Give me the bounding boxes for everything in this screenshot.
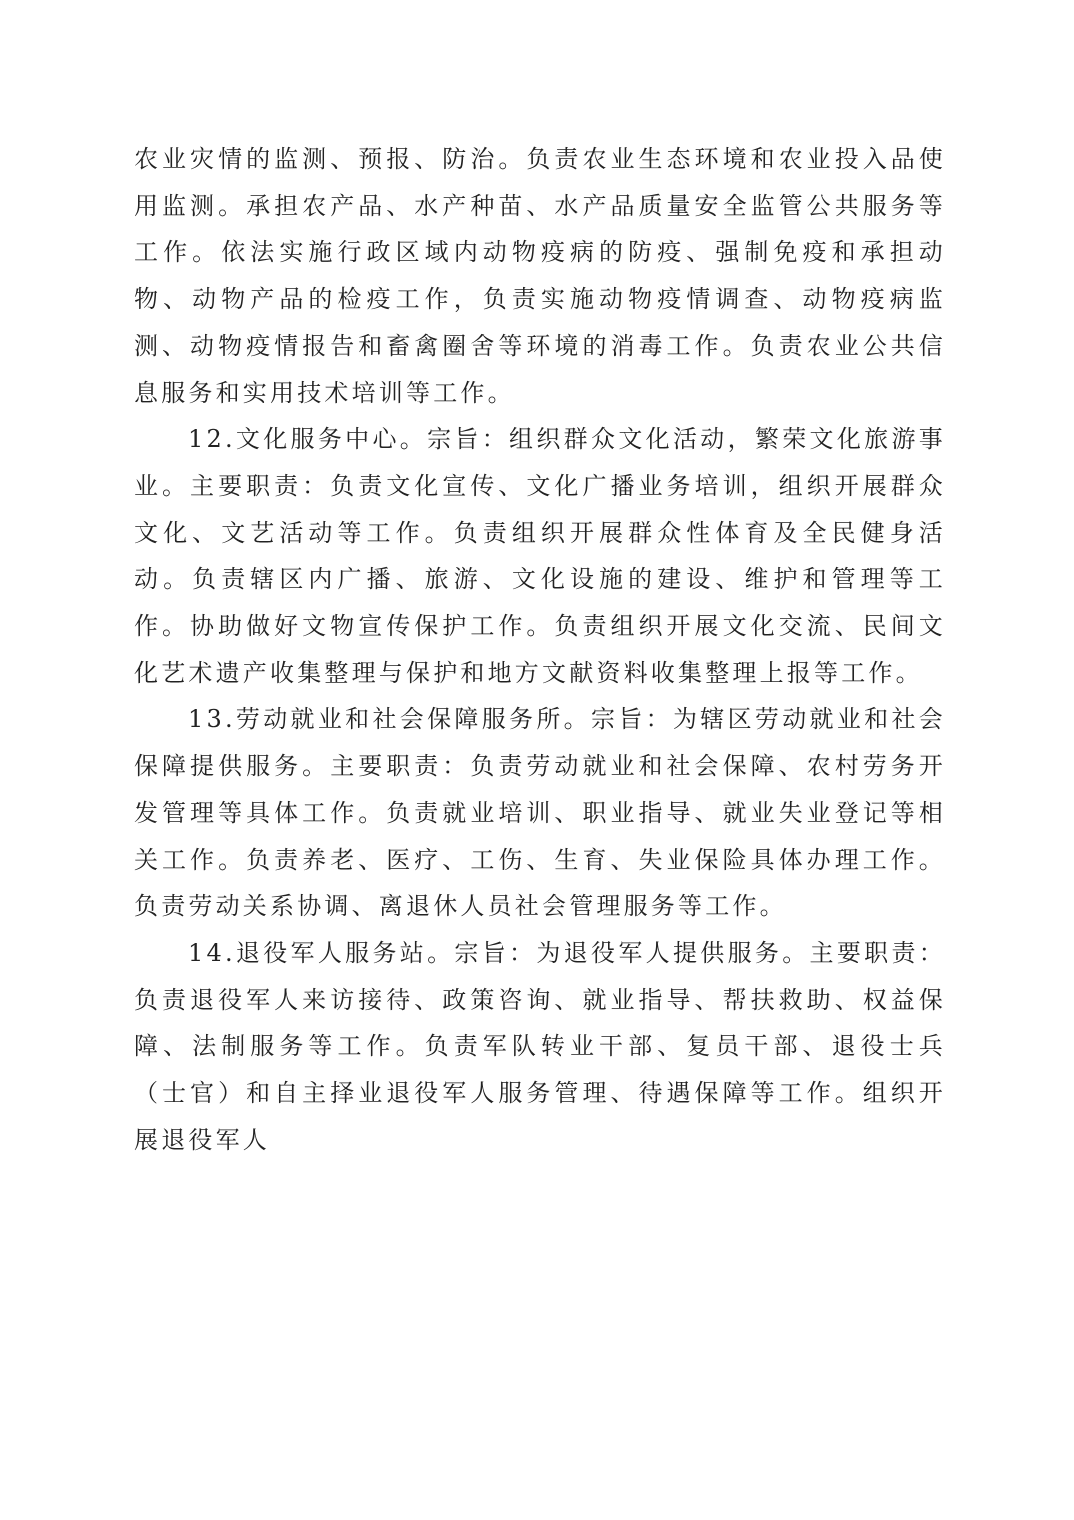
body-text [134, 136, 946, 1163]
paragraph-13-labor-employment-social-security: 13.劳动就业和社会保障服务所。宗旨：为辖区劳动就业和社会保障提供服务。主要职责：负责劳动就业和社会保障、农村劳务开发管理等具体工作。负责就业培训、职业指导、就业失业登记等相关工作。负责养老、医疗、工伤、生育、失业保险具体办理工作。负责劳动关系协调、离退休人员社会管理服务等工作。 [134, 705, 946, 921]
paragraph-14-veterans-service-station: 14.退役军人服务站。宗旨：为退役军人提供服务。主要职责：负责退役军人来访接待、政策咨询、就业指导、帮扶救助、权益保障、法制服务等工作。负责军队转业干部、复员干部、退役士兵（士官）和自主择业退役军人服务管理、待遇保障等工作。组织开展退役军人 [134, 938, 946, 1154]
paragraph-12-culture-service-center: 12.文化服务中心。宗旨：组织群众文化活动，繁荣文化旅游事业。主要职责：负责文化宣传、文化广播业务培训，组织开展群众文化、文艺活动等工作。负责组织开展群众性体育及全民健身活动。负责辖区内广播、旅游、文化设施的建设、维护和管理等工作。协助做好文物宣传保护工作。负责组织开展文化交流、民间文化艺术遗产收集整理与保护和地方文献资料收集整理上报等工作。 [134, 425, 946, 687]
paragraph-continued: 农业灾情的监测、预报、防治。负责农业生态环境和农业投入品使用监测。承担农产品、水产种苗、水产品质量安全监管公共服务等工作。依法实施行政区域内动物疫病的防疫、强制免疫和承担动物、动物产品的检疫工作，负责实施动物疫情调查、动物疫病监测、动物疫情报告和畜禽圈舍等环境的消毒工作。负责农业公共信息服务和实用技术培训等工作。 [134, 145, 946, 407]
